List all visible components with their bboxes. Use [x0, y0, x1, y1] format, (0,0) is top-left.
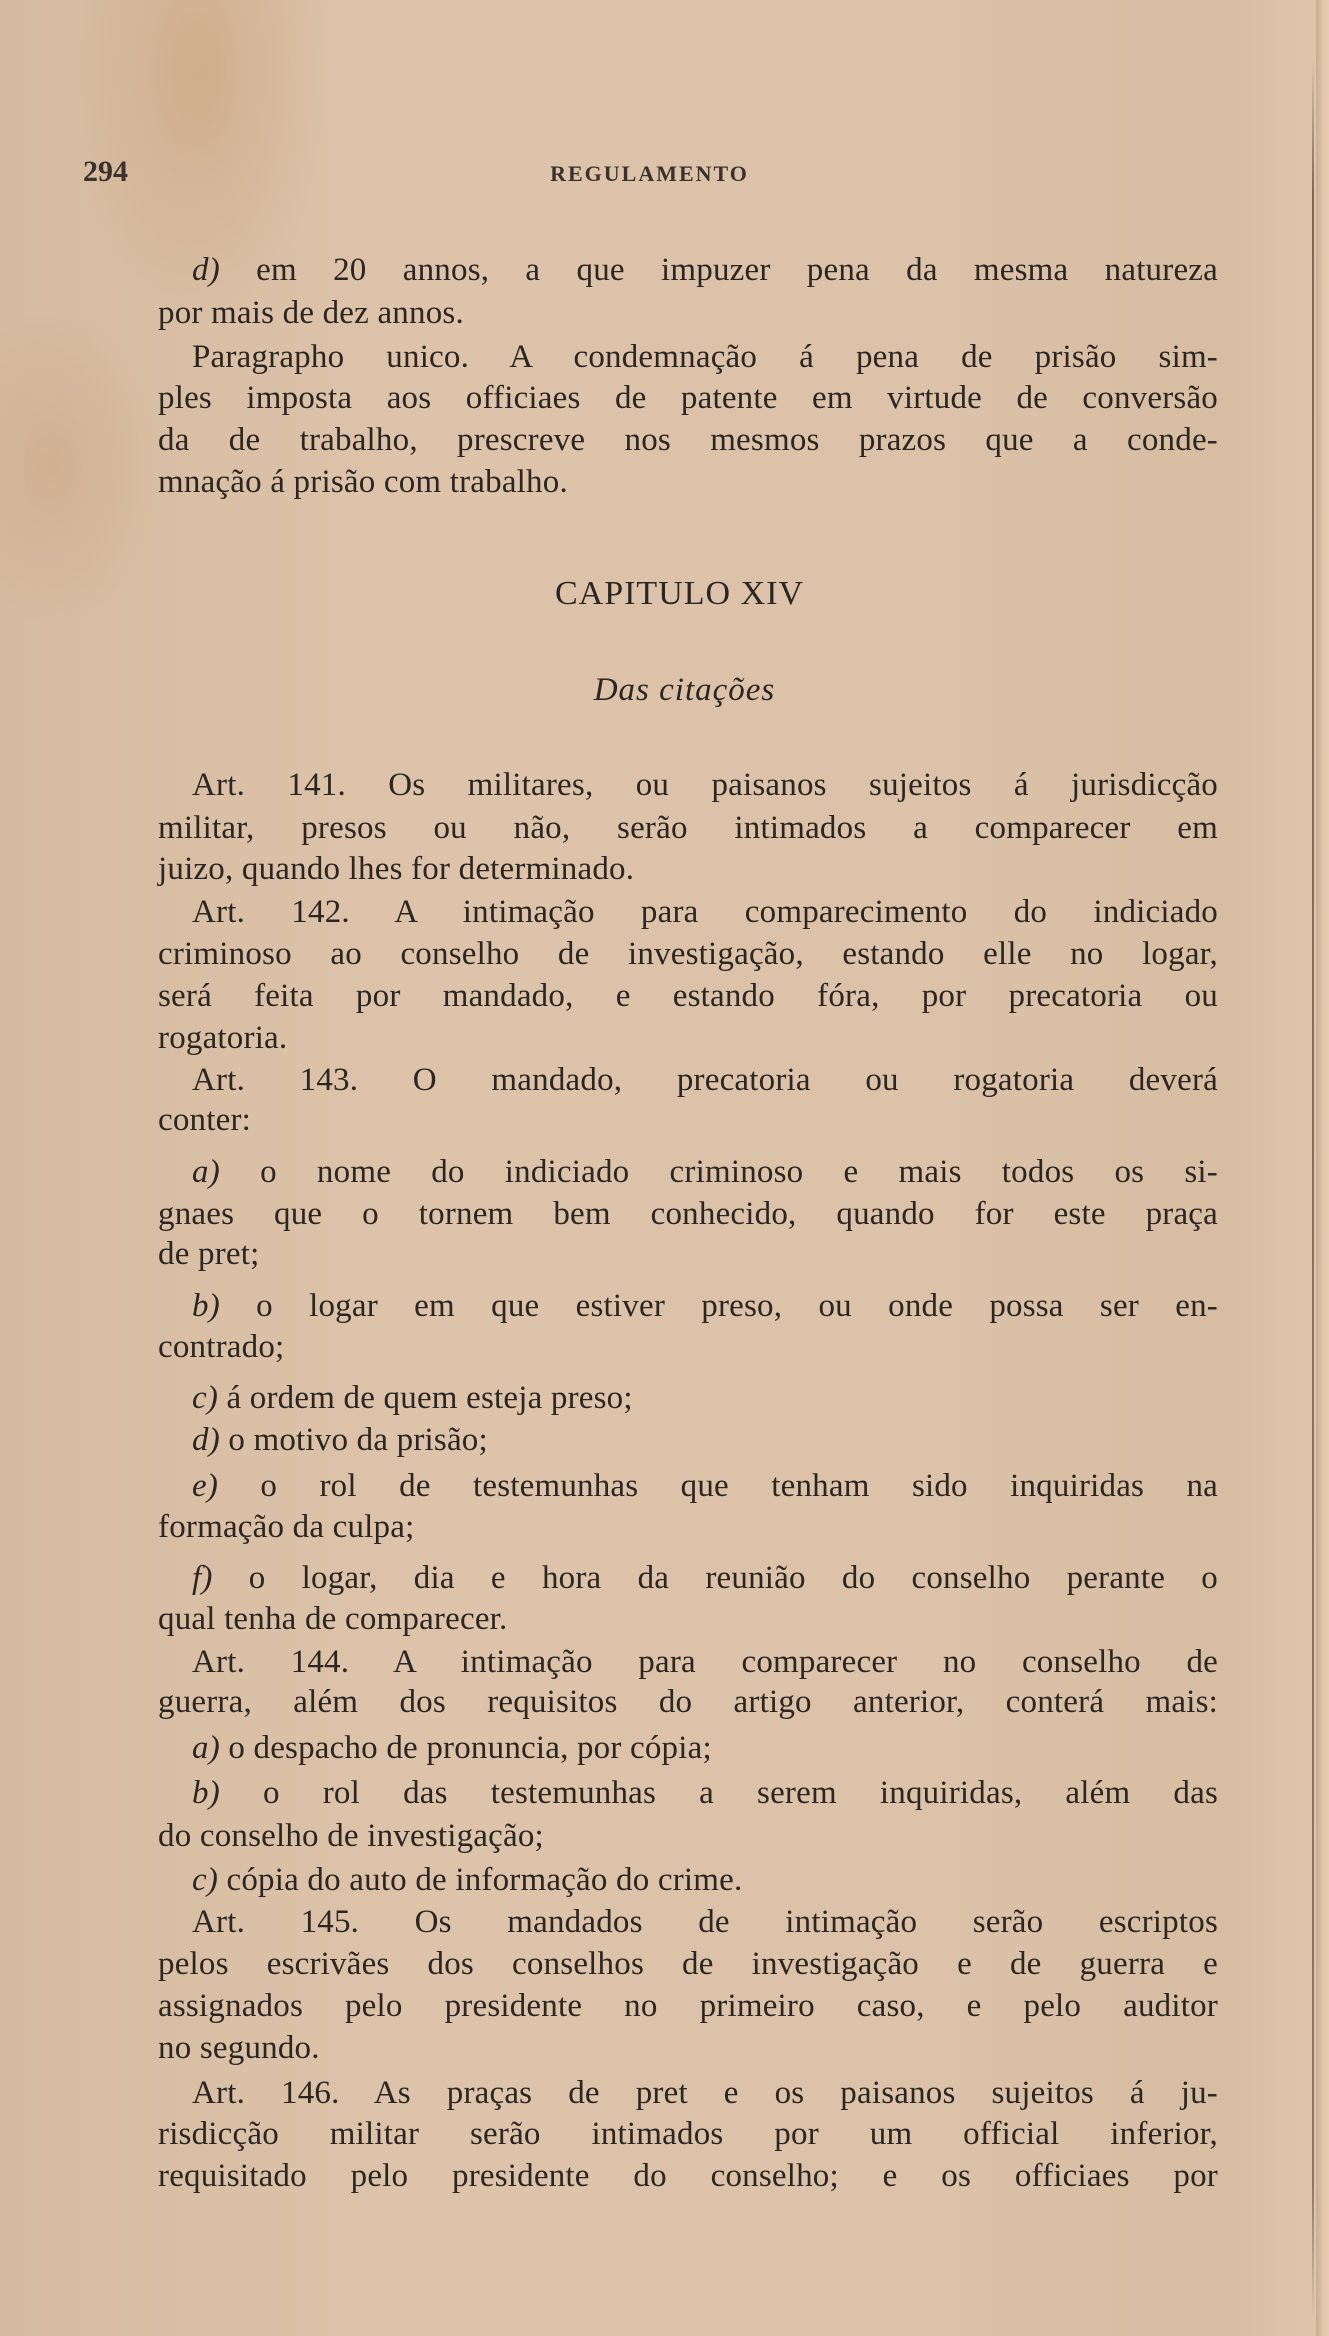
art-143-item-f-cont: qual tenha de comparecer.	[158, 1601, 508, 1637]
item-marker: b)	[192, 1775, 220, 1811]
page-fold-line	[1312, 60, 1314, 2320]
art-144-item-b-cont: do conselho de investigação;	[158, 1818, 544, 1854]
art-143-item-a	[192, 1152, 1218, 1192]
art-143-item-c	[192, 1378, 1218, 1418]
art-144-item-a	[192, 1728, 1218, 1768]
art-145-line: assignados pelo presidente no primeiro caso, e pelo auditor	[158, 1988, 1218, 2024]
art-146-line: requisitado pelo presidente do conselho; e os officiaes por	[158, 2158, 1218, 2194]
chapter-subtitle	[0, 668, 1329, 712]
item-text: o nome do indiciado criminoso e mais todos os si-	[260, 1154, 1218, 1190]
item-text: em 20 annos, a que impuzer pena da mesma natureza	[256, 252, 1218, 288]
art-145-line: no segundo.	[158, 2030, 320, 2066]
art-146-line: Art. 146. As praças de pret e os paisanos sujeitos á ju-	[192, 2075, 1218, 2111]
book-spine-edge	[1316, 0, 1329, 2336]
art-141-line: militar, presos ou não, serão intimados a comparecer em	[158, 810, 1218, 846]
item-text: o logar em que estiver preso, ou onde possa ser en-	[256, 1288, 1218, 1324]
art-143-line: conter:	[158, 1102, 252, 1138]
running-head	[0, 156, 1329, 192]
art-143-line: Art. 143. O mandado, precatoria ou rogatoria deverá	[192, 1062, 1218, 1098]
item-marker: d)	[192, 252, 220, 288]
paragraph-line: ples imposta aos officiaes de patente em virtude de conversão	[158, 380, 1218, 416]
item-marker: c)	[192, 1862, 219, 1898]
item-text: á ordem de quem esteja preso;	[226, 1380, 633, 1416]
chapter-title	[0, 572, 1329, 616]
art-144-line: guerra, além dos requisitos do artigo anterior, conterá mais:	[158, 1684, 1218, 1720]
item-marker: d)	[192, 1422, 220, 1458]
item-text: o logar, dia e hora da reunião do conselho perante o	[248, 1560, 1218, 1596]
art-142-line: criminoso ao conselho de investigação, estando elle no logar,	[158, 936, 1218, 972]
item-text: o rol de testemunhas que tenham sido inquiridas na	[260, 1468, 1218, 1504]
art-142-line: rogatoria.	[158, 1020, 288, 1056]
page-number: 294	[83, 155, 128, 188]
art-143-item-e	[192, 1466, 1218, 1506]
item-d-line-2: por mais de dez annos.	[158, 295, 464, 331]
paragraph-line: mnação á prisão com trabalho.	[158, 464, 568, 500]
art-146-line: risdicção militar serão intimados por um official inferior,	[158, 2116, 1218, 2152]
chapter-title-text: CAPITULO XIV	[554, 575, 805, 612]
item-text: o despacho de pronuncia, por cópia;	[228, 1730, 712, 1766]
item-marker: c)	[192, 1380, 219, 1416]
item-text: cópia do auto de informação do crime.	[226, 1862, 743, 1898]
art-143-item-f	[192, 1558, 1218, 1598]
art-144-item-c	[192, 1860, 1218, 1900]
art-141-line: Art. 141. Os militares, ou paisanos sujeitos á jurisdicção	[192, 767, 1218, 803]
item-d-line-1	[192, 250, 1218, 290]
paragraph-line: Paragrapho unico. A condemnação á pena de prisão sim-	[192, 339, 1218, 375]
item-marker: a)	[192, 1730, 220, 1766]
art-142-line: Art. 142. A intimação para comparecimento do indiciado	[192, 894, 1218, 930]
item-marker: a)	[192, 1154, 220, 1190]
item-text: o rol das testemunhas a serem inquiridas, além das	[262, 1775, 1218, 1811]
item-marker: e)	[192, 1468, 219, 1504]
art-144-line: Art. 144. A intimação para comparecer no conselho de	[192, 1644, 1218, 1680]
art-143-item-d	[192, 1420, 1218, 1460]
art-143-item-b	[192, 1286, 1218, 1326]
art-143-item-b-cont: contrado;	[158, 1329, 285, 1365]
art-145-line: pelos escrivães dos conselhos de investigação e de guerra e	[158, 1946, 1218, 1982]
art-143-item-e-cont: formação da culpa;	[158, 1509, 415, 1545]
art-145-line: Art. 145. Os mandados de intimação serão escriptos	[192, 1904, 1218, 1940]
art-141-line: juizo, quando lhes for determinado.	[158, 851, 635, 887]
item-text: o motivo da prisão;	[228, 1422, 488, 1458]
chapter-subtitle-text: Das citações	[593, 672, 776, 708]
item-marker: b)	[192, 1288, 220, 1324]
art-143-item-a-cont: gnaes que o tornem bem conhecido, quando for este praça	[158, 1196, 1218, 1232]
item-marker: f)	[192, 1560, 213, 1596]
art-142-line: será feita por mandado, e estando fóra, por precatoria ou	[158, 978, 1218, 1014]
paragraph-line: da de trabalho, prescreve nos mesmos prazos que a conde-	[158, 422, 1218, 458]
art-144-item-b	[192, 1773, 1218, 1813]
running-head-text: REGULAMENTO	[550, 161, 749, 186]
art-143-item-a-cont: de pret;	[158, 1236, 260, 1272]
